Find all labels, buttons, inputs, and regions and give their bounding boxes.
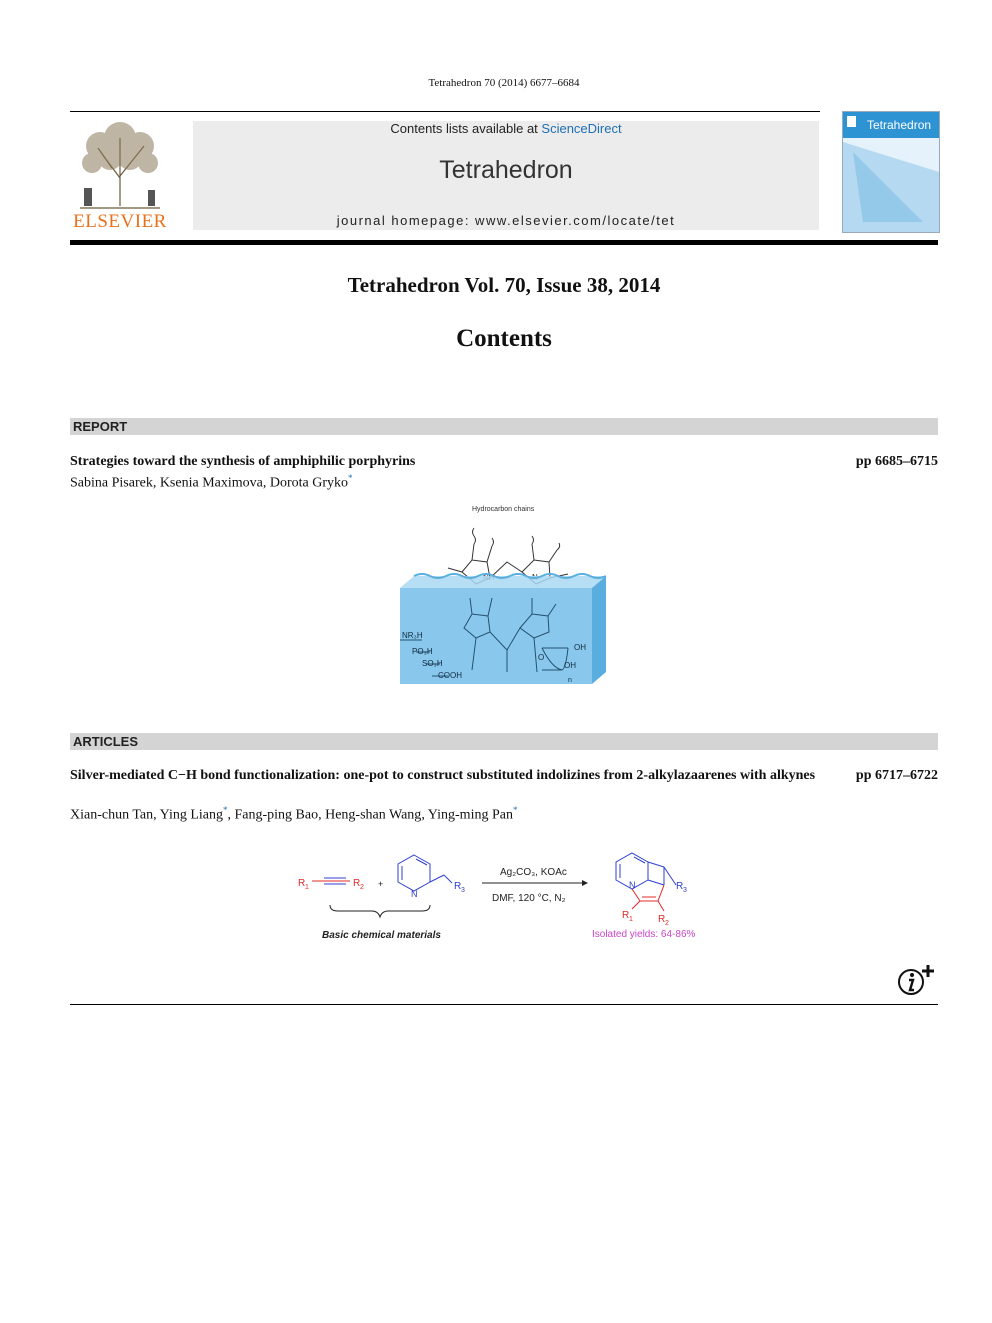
product-r2: R <box>658 914 666 925</box>
contents-available-text: Contents lists available at <box>390 121 542 136</box>
issue-title: Tetrahedron Vol. 70, Issue 38, 2014 <box>347 273 661 297</box>
article-title[interactable]: Silver-mediated C−H bond functionalization: one-pot to construct substituted indolizines from 2-alkylazaarenes with alkynes <box>70 768 816 783</box>
supplementary-info-icon[interactable] <box>896 962 938 998</box>
section-report-bar: REPORT <box>70 418 938 435</box>
alkyne-r2-sub: 2 <box>360 884 364 891</box>
product-r1: R <box>622 910 630 921</box>
alkyne-r2: R <box>353 878 361 889</box>
header-rule-thin <box>70 111 820 112</box>
article-author-2: Fang-ping Bao <box>234 807 319 823</box>
product-r2-sub: 2 <box>665 920 669 927</box>
group-nr3h: NR₃H <box>402 631 423 640</box>
group-cooh: COOH <box>438 671 462 680</box>
conditions-label: DMF, 120 °C, N₂ <box>492 893 566 904</box>
pyridine-r3-sub: 3 <box>461 887 465 894</box>
contents-heading: Contents <box>456 325 552 352</box>
corresponding-author-mark[interactable]: * <box>348 473 353 483</box>
sciencedirect-link[interactable]: ScienceDirect <box>541 121 622 136</box>
repeat-n-label: n <box>568 677 572 684</box>
reagents-label: Ag₂CO₃, KOAc <box>500 867 567 878</box>
report-authors <box>70 470 820 492</box>
alkyne-r1: R <box>298 878 306 889</box>
article-pages: pp 6717–6722 <box>855 768 938 783</box>
reaction-scheme-graphical-abstract <box>292 845 732 950</box>
group-oh-1: OH <box>574 643 586 652</box>
journal-cover-thumbnail <box>842 111 940 233</box>
article-author-1: Ying Liang <box>159 807 223 823</box>
article-authors: Xian-chun Tan, Ying Liang*, Fang-ping Bao, Heng-shan Wang, Ying-ming Pan* <box>70 805 518 823</box>
product-r3: R <box>676 881 684 892</box>
alkyne-r1-sub: 1 <box>305 884 309 891</box>
group-po3h: PO₃H <box>412 647 433 656</box>
report-title[interactable]: Strategies toward the synthesis of amphiphilic porphyrins <box>70 454 416 469</box>
article-author-4: Ying-ming Pan <box>427 807 513 823</box>
isolated-yields-label: Isolated yields: 64-86% <box>592 929 696 940</box>
report-author-list: Sabina Pisarek, Ksenia Maximova, Dorota Gryko <box>70 475 348 491</box>
article-author-0: Xian-chun Tan <box>70 807 154 823</box>
elsevier-wordmark: ELSEVIER <box>73 211 167 232</box>
page-bottom-rule <box>70 1004 938 1005</box>
journal-homepage[interactable]: journal homepage: www.elsevier.com/locate/tet <box>336 213 676 228</box>
article-author-1-mark[interactable]: * <box>223 805 228 815</box>
group-oh-2: OH <box>564 661 576 670</box>
journal-name: Tetrahedron <box>439 156 573 184</box>
report-pages: pp 6685–6715 <box>855 454 938 469</box>
hydrocarbon-chains-label: Hydrocarbon chains <box>472 506 535 513</box>
journal-citation: Tetrahedron 70 (2014) 6677–6684 <box>428 77 580 89</box>
article-author-4-mark[interactable]: * <box>512 805 518 815</box>
header-rule-thick <box>70 240 938 245</box>
pyridine-r3: R <box>454 881 462 892</box>
cover-title: Tetrahedron <box>867 118 932 132</box>
ether-o-label: O <box>538 653 545 662</box>
product-r3-sub: 3 <box>683 887 687 894</box>
product-r1-sub: 1 <box>629 916 633 923</box>
plus-sign: + <box>378 879 384 889</box>
basic-materials-label: Basic chemical materials <box>322 930 441 941</box>
article-author-3: Heng-shan Wang <box>325 807 422 823</box>
section-articles-bar: ARTICLES <box>70 733 938 750</box>
contents-available-line <box>193 121 819 136</box>
indolizine-n: N <box>629 880 636 890</box>
porphyrin-graphical-abstract <box>392 500 622 690</box>
pyridine-n: N <box>411 889 418 899</box>
group-so3h: SO₃H <box>422 659 443 668</box>
